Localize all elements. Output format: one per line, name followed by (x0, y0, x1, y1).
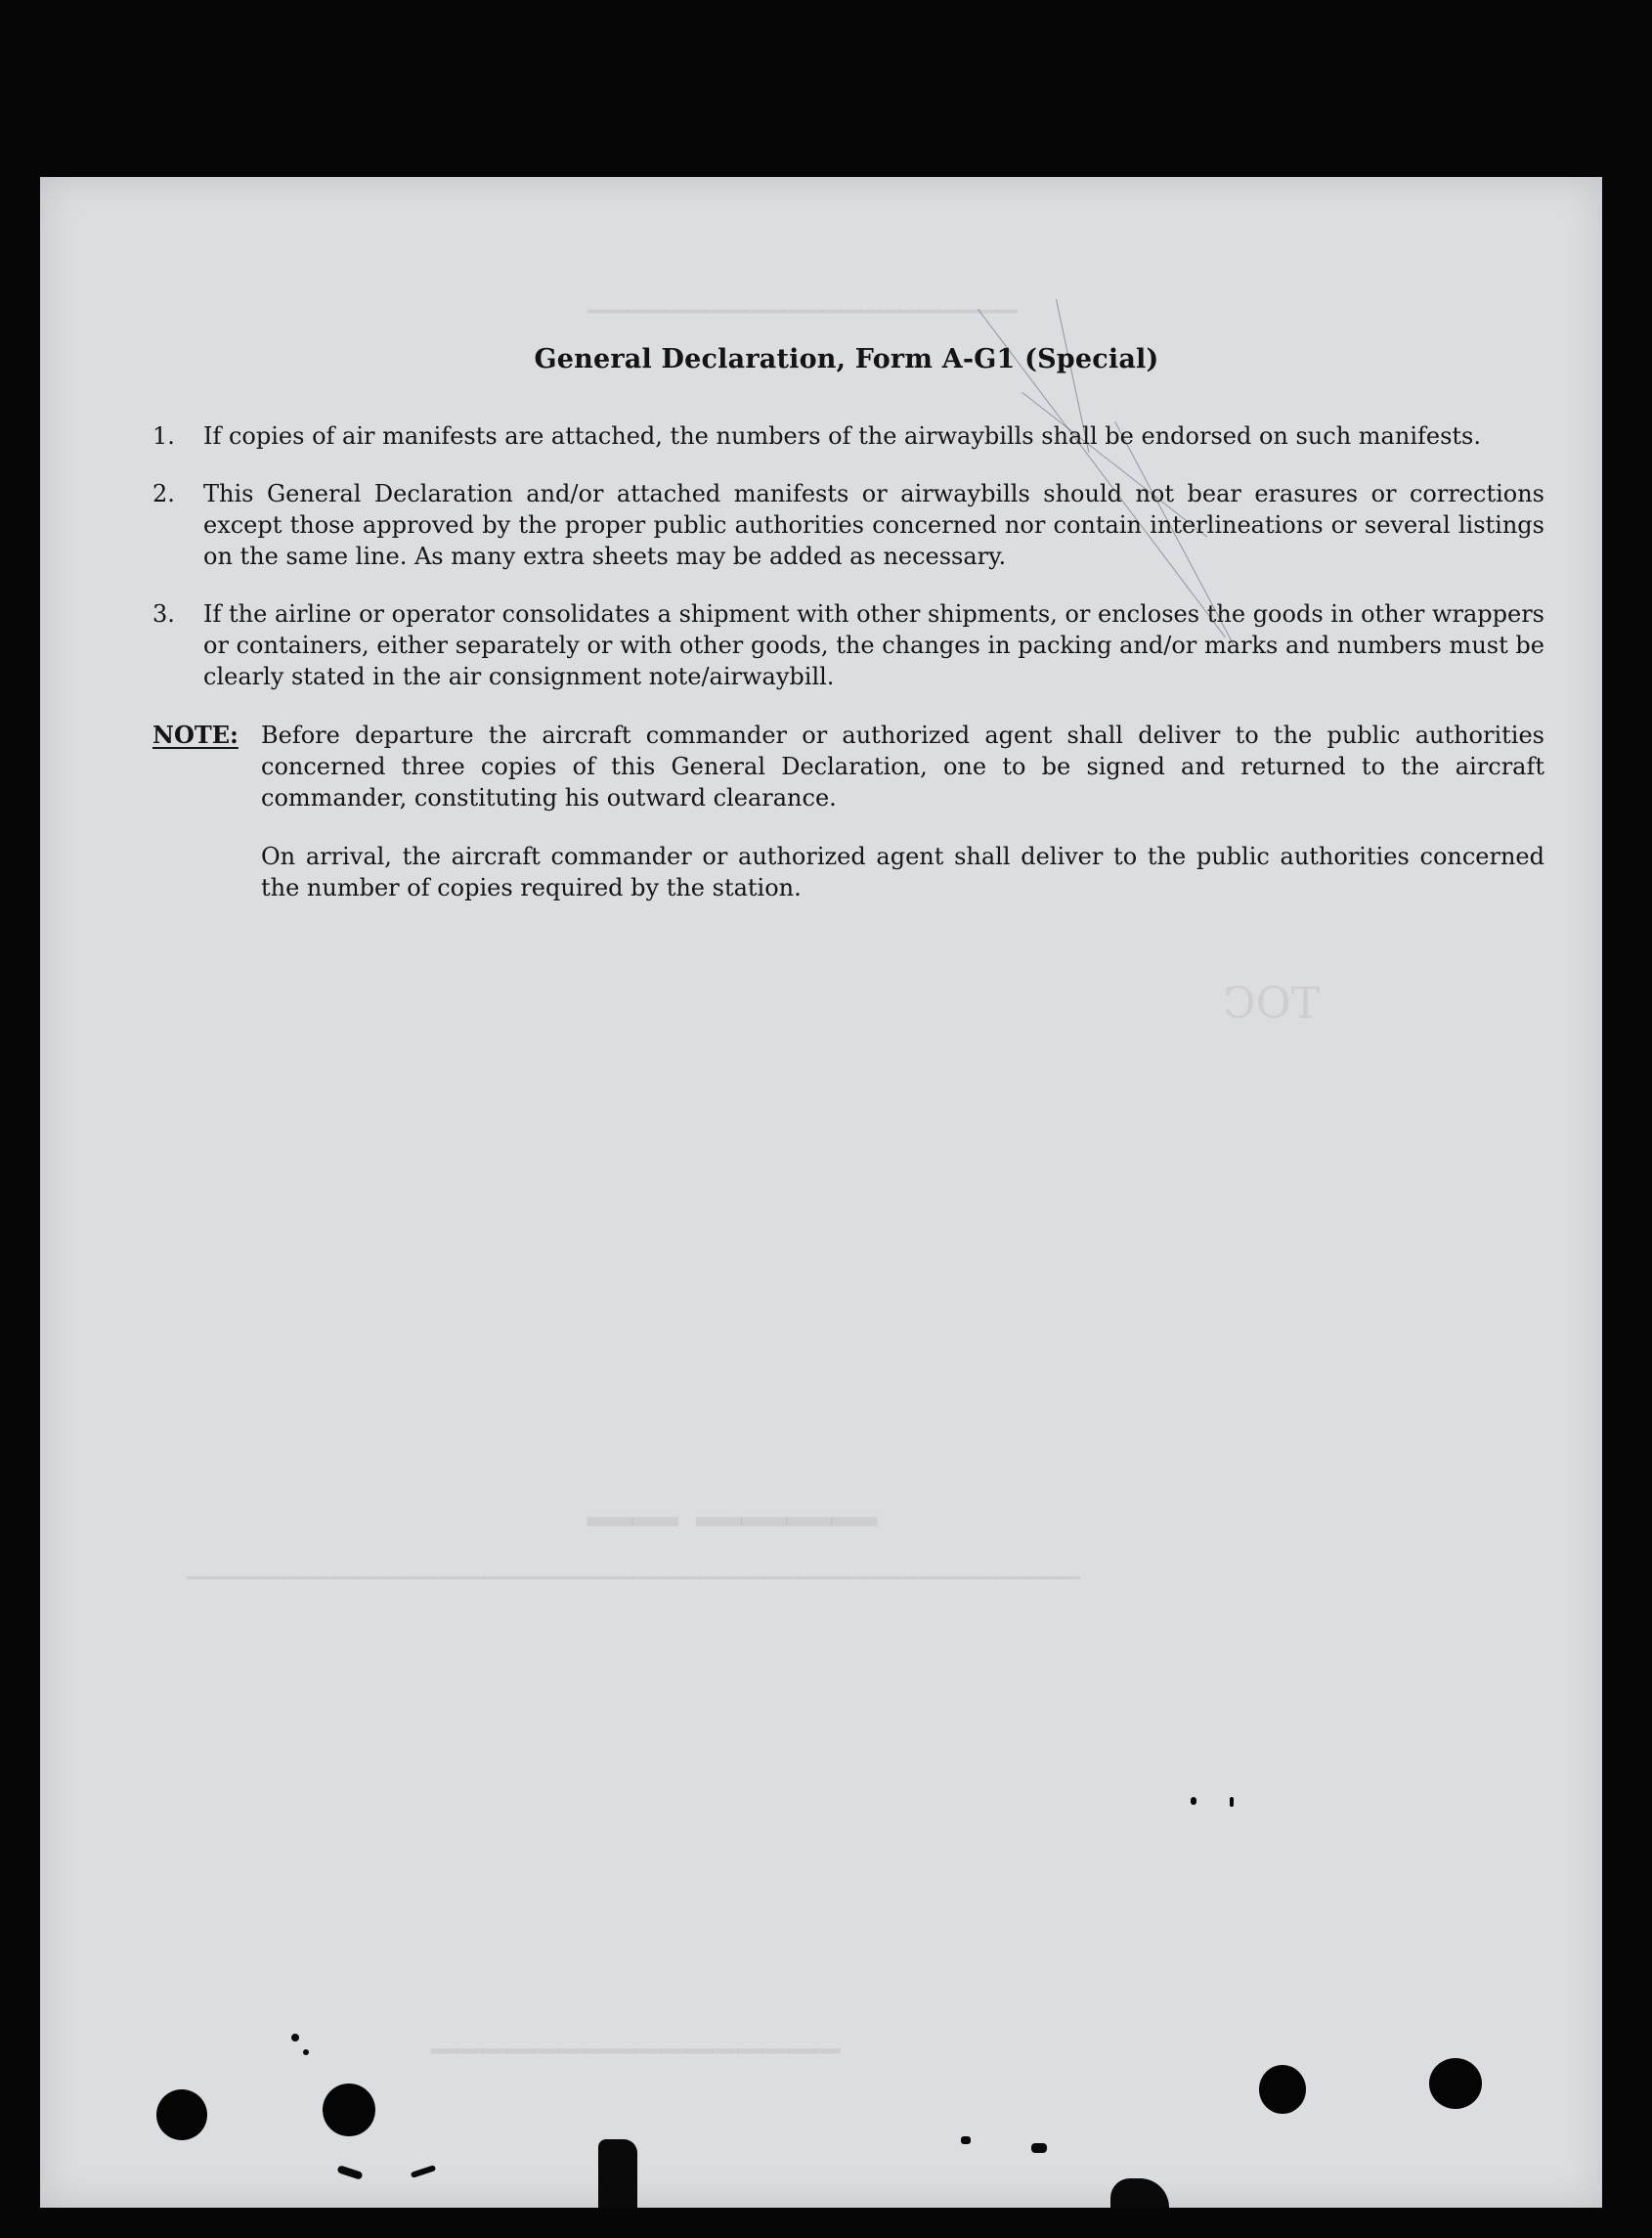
form-title: General Declaration, Form A-G1 (Special) (534, 344, 1159, 374)
punch-hole (1259, 2065, 1306, 2114)
item-number: 1. (152, 422, 175, 450)
item-number: 3. (152, 600, 175, 628)
scan-blemish (291, 2034, 299, 2041)
punch-hole (323, 2084, 375, 2136)
scan-blemish (1031, 2143, 1047, 2153)
instruction-item-1 (152, 420, 1544, 452)
scan-blemish (961, 2136, 971, 2144)
document-page: ▁▁▁▁▁▁▁▁▁▁▁▁▁▁▁▁▁▁▁▁▁▁ TOC ▁▁ ▁▁▁▁ ▁▁▁▁▁▁▁▁▁▁▁▁▁▁▁▁ ▁▁▁▁▁▁▁▁▁▁▁▁▁▁▁▁▁▁▁▁▁▁▁▁▁▁▁▁▁▁▁▁▁▁▁▁▁▁▁▁▁▁▁▁▁▁▁▁▁▁▁▁▁▁ General Declaration, Form A-G1 (Special) 1. If copies of air manifests are attached, the numbers of the airwaybills shall be endorsed on such manifests. 2. This General Declaration and/or attached manifests or airwaybills should not bear erasures or corrections except those approved by the proper public authorities concerned nor contain interlineations or several listings on the same line. As many extra sheets may be added as necessary. 3. If the airline or operator consolidates a shipment with other shipments, or encloses the goods in other wrappers or containers, either separately or with other goods, the changes in packing and/or marks and numbers must be clearly stated in the air consignment note/airwaybill. NOTE: Before departure the aircraft commander or authorized agent shall deliver to the public authorities concerned three copies of this General Declaration, one to be signed and returned to the aircraft commander, constituting his outward clearance. On arrival, the aircraft commander or authorized agent shall deliver to the public authorities concerned the number of copies required by the station. (40, 177, 1602, 2208)
item-text: If copies of air manifests are attached, the numbers of the airwaybills shall be endorsed on such manifests. (203, 422, 1481, 450)
punch-hole (156, 2089, 207, 2140)
scan-blemish (1230, 1797, 1234, 1807)
item-text: If the airline or operator consolidates a shipment with other shipments, or encloses the goods in other wrappers or containers, either separately or with other goods, the changes in packing and/or marks and numbers must be clearly stated in the air consignment note/airwaybill. (203, 600, 1544, 690)
scan-blemish (303, 2049, 309, 2055)
punch-hole (1429, 2058, 1482, 2109)
instruction-item-3 (152, 598, 1544, 692)
scan-blemish (1191, 1797, 1196, 1805)
item-text: This General Declaration and/or attached manifests or airwaybills should not bear erasures or corrections except those approved by the proper public authorities concerned nor contain interlineations or several listings on the same line. As many extra sheets may be added as necessary. (203, 480, 1544, 570)
note-paragraph-1: Before departure the aircraft commander or authorized agent shall deliver to the public authorities concerned three copies of this General Declaration, one to be signed and returned to the aircraft commander, constituting his outward clearance. (261, 722, 1544, 812)
instruction-item-2 (152, 478, 1544, 572)
scan-blemish (598, 2139, 637, 2208)
item-number: 2. (152, 480, 175, 507)
note-paragraph-2: On arrival, the aircraft commander or authorized agent shall deliver to the public authorities concerned the number of copies required by the station. (261, 843, 1544, 901)
note-label: NOTE: (152, 721, 239, 749)
document-content (40, 177, 1602, 2208)
